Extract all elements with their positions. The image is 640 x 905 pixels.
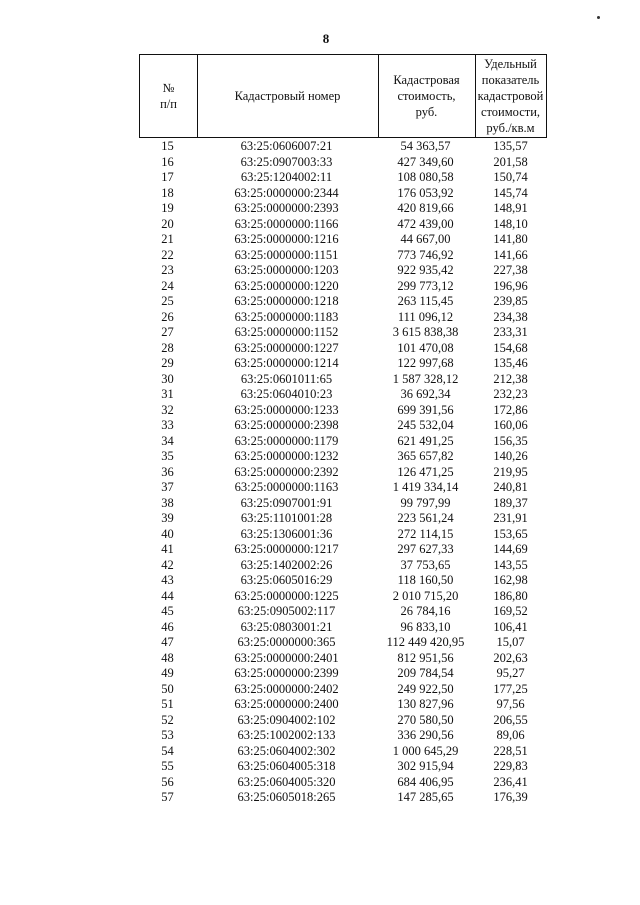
specific-indicator-cell: 148,91: [493, 201, 528, 215]
specific-indicator-cell: 212,38: [493, 371, 528, 386]
row-number-cell: 19: [161, 201, 174, 215]
row-number-cell: 47: [161, 635, 174, 649]
cadastral-value-cell: 118 160,50: [397, 573, 454, 587]
cadastral-value-cell: 176 053,92: [397, 185, 454, 200]
table-row: [139, 759, 547, 775]
table-row: [139, 310, 547, 326]
cadastral-value-cell: 270 580,50: [397, 712, 454, 727]
row-number-cell: 18: [161, 185, 174, 200]
row-number-cell: 49: [161, 666, 174, 680]
table-row: [139, 480, 547, 496]
table-row: [139, 341, 547, 357]
cadastral-number-cell: 63:25:0904002:102: [237, 712, 336, 727]
specific-indicator-cell: 240,81: [493, 480, 528, 494]
table-row: [139, 139, 547, 155]
row-number-cell: 42: [161, 557, 174, 572]
cadastral-value-cell: 302 915,94: [397, 759, 454, 773]
table-row: [139, 790, 547, 806]
table-row: [139, 635, 547, 651]
row-number-cell: 35: [161, 449, 174, 463]
specific-indicator-cell: 135,46: [493, 356, 528, 370]
specific-indicator-cell: 189,37: [493, 495, 528, 510]
cadastral-number-cell: 63:25:0604005:318: [237, 759, 336, 773]
table-row: [139, 155, 547, 171]
cadastral-value-cell: 684 406,95: [397, 774, 454, 789]
row-number-cell: 29: [161, 356, 174, 370]
row-number-cell: 24: [161, 278, 174, 293]
cadastral-number-cell: 63:25:1306001:36: [240, 526, 333, 541]
specific-indicator-cell: 177,25: [493, 681, 528, 696]
specific-indicator-cell: 206,55: [493, 712, 528, 727]
cadastral-value-cell: 336 290,56: [397, 728, 454, 742]
row-number-cell: 34: [161, 433, 174, 448]
row-number-cell: 30: [161, 371, 174, 386]
specific-indicator-cell: 239,85: [493, 294, 528, 308]
table-row: [139, 558, 547, 574]
specific-indicator-cell: 150,74: [493, 170, 528, 184]
specific-indicator-cell: 232,23: [493, 387, 528, 401]
table-row: [139, 294, 547, 310]
cadastral-value-cell: 126 471,25: [397, 464, 454, 479]
cadastral-number-cell: 63:25:0000000:2400: [234, 697, 339, 711]
row-number-cell: 26: [161, 309, 174, 324]
cadastral-value-cell: 272 114,15: [397, 526, 454, 541]
cadastral-value-cell: 699 391,56: [397, 402, 454, 417]
cadastral-value-cell: 209 784,54: [397, 666, 454, 680]
cadastral-number-cell: 63:25:0604002:302: [237, 743, 336, 758]
cadastral-value-cell: 773 746,92: [397, 247, 454, 262]
table-row: [139, 449, 547, 465]
specific-indicator-cell: 141,80: [493, 232, 528, 246]
specific-indicator-cell: 162,98: [493, 573, 528, 587]
table-header: [139, 54, 547, 138]
specific-indicator-cell: 153,65: [493, 526, 528, 541]
cadastral-value-cell: 263 115,45: [397, 294, 454, 308]
specific-indicator-cell: 144,69: [493, 542, 528, 556]
cadastral-number-cell: 63:25:0905002:117: [237, 604, 336, 618]
cadastral-number-cell: 63:25:0000000:1220: [234, 278, 339, 293]
table-row: [139, 356, 547, 372]
cadastral-number-cell: 63:25:0907003:33: [240, 154, 333, 169]
row-number-cell: 45: [161, 604, 174, 618]
cadastral-value-cell: 2 010 715,20: [392, 588, 459, 603]
cadastral-value-cell: 365 657,82: [397, 449, 454, 463]
cadastral-number-cell: 63:25:0000000:1152: [234, 325, 339, 339]
cadastral-number-cell: 63:25:0000000:1218: [234, 294, 339, 308]
table-row: [139, 325, 547, 341]
cadastral-number-cell: 63:25:1402002:26: [240, 557, 333, 572]
row-number-cell: 43: [161, 573, 174, 587]
cadastral-number-cell: 63:25:0000000:1216: [234, 232, 339, 246]
specific-indicator-cell: 219,95: [493, 464, 528, 479]
cadastral-number-cell: 63:25:0000000:1163: [234, 480, 339, 494]
table-row: [139, 728, 547, 744]
specific-indicator-cell: 201,58: [493, 154, 528, 169]
cadastral-number-cell: 63:25:0000000:1166: [234, 216, 339, 231]
table-row: [139, 465, 547, 481]
cadastral-number-cell: 63:25:0000000:2399: [234, 666, 339, 680]
specific-indicator-cell: 143,55: [493, 557, 528, 572]
specific-indicator-cell: 176,39: [493, 790, 528, 804]
table-row: [139, 542, 547, 558]
cadastral-number-cell: 63:25:0000000:1179: [234, 433, 339, 448]
cadastral-value-cell: 812 951,56: [397, 650, 454, 665]
row-number-cell: 33: [161, 418, 174, 432]
scan-speck: [597, 16, 600, 19]
cadastral-number-cell: 63:25:0606007:21: [240, 139, 333, 153]
cadastral-number-cell: 63:25:0000000:2392: [234, 464, 339, 479]
cadastral-value-cell: 108 080,58: [397, 170, 454, 184]
specific-indicator-cell: 97,56: [496, 697, 525, 711]
cadastral-value-cell: 111 096,12: [397, 309, 454, 324]
table-row: [139, 387, 547, 403]
cadastral-number-cell: 63:25:1002002:133: [237, 728, 336, 742]
cadastral-number-cell: 63:25:0000000:1214: [234, 356, 339, 370]
specific-indicator-cell: 154,68: [493, 340, 528, 355]
row-number-cell: 38: [161, 495, 174, 510]
cadastral-value-cell: 223 561,24: [397, 511, 454, 525]
cadastral-number-cell: 63:25:0604005:320: [237, 774, 336, 789]
row-number-cell: 15: [161, 139, 174, 153]
table-row: [139, 232, 547, 248]
cadastral-value-cell: 245 532,04: [397, 418, 454, 432]
cadastral-value-cell: 112 449 420,95: [386, 635, 465, 649]
specific-indicator-cell: 145,74: [493, 185, 528, 200]
header-row-number: № п/п: [160, 81, 177, 111]
specific-indicator-cell: 141,66: [493, 247, 528, 262]
cadastral-number-cell: 63:25:0000000:1232: [234, 449, 339, 463]
row-number-cell: 56: [161, 774, 174, 789]
specific-indicator-cell: 15,07: [496, 635, 525, 649]
table-row: [139, 573, 547, 589]
cadastral-number-cell: 63:25:0000000:1217: [234, 542, 339, 556]
cadastral-value-cell: 621 491,25: [397, 433, 454, 448]
cadastral-number-cell: 63:25:0907001:91: [240, 495, 333, 510]
cadastral-value-cell: 1 000 645,29: [392, 743, 459, 758]
table-row: [139, 697, 547, 713]
cadastral-value-cell: 3 615 838,38: [392, 325, 459, 339]
specific-indicator-cell: 233,31: [493, 325, 528, 339]
row-number-cell: 52: [161, 712, 174, 727]
header-specific-indicator: Удельный показатель кадастровой стоимости, руб./кв.м: [477, 57, 544, 135]
cadastral-value-cell: 101 470,08: [397, 340, 454, 355]
table-row: [139, 496, 547, 512]
table-row: [139, 217, 547, 233]
cadastral-number-cell: 63:25:0000000:1233: [234, 402, 339, 417]
cadastral-value-cell: 122 997,68: [397, 356, 454, 370]
cadastral-number-cell: 63:25:0000000:2344: [234, 185, 339, 200]
specific-indicator-cell: 234,38: [493, 309, 528, 324]
table-row: [139, 434, 547, 450]
row-number-cell: 44: [161, 588, 174, 603]
specific-indicator-cell: 186,80: [493, 588, 528, 603]
specific-indicator-cell: 236,41: [493, 774, 528, 789]
cadastral-value-cell: 54 363,57: [400, 139, 451, 153]
cadastral-value-cell: 147 285,65: [397, 790, 454, 804]
table-row: [139, 201, 547, 217]
cadastral-value-cell: 427 349,60: [397, 154, 454, 169]
specific-indicator-cell: 196,96: [493, 278, 528, 293]
row-number-cell: 51: [161, 697, 174, 711]
row-number-cell: 16: [161, 154, 174, 169]
cadastral-number-cell: 63:25:0605018:265: [237, 790, 336, 804]
cadastral-value-cell: 44 667,00: [400, 232, 451, 246]
table-row: [139, 403, 547, 419]
cadastral-number-cell: 63:25:0000000:1203: [234, 263, 339, 277]
row-number-cell: 17: [161, 170, 174, 184]
cadastral-value-cell: 299 773,12: [397, 278, 454, 293]
cadastral-number-cell: 63:25:0605016:29: [240, 573, 333, 587]
cadastral-number-cell: 63:25:0000000:1151: [234, 247, 339, 262]
cadastral-number-cell: 63:25:1204002:11: [240, 170, 333, 184]
row-number-cell: 36: [161, 464, 174, 479]
cadastral-value-cell: 472 439,00: [397, 216, 454, 231]
row-number-cell: 22: [161, 247, 174, 262]
cadastral-value-cell: 1 587 328,12: [392, 371, 459, 386]
cadastral-number-cell: 63:25:0000000:365: [237, 635, 336, 649]
table-row: [139, 279, 547, 295]
specific-indicator-cell: 172,86: [493, 402, 528, 417]
table-row: [139, 744, 547, 760]
row-number-cell: 28: [161, 340, 174, 355]
cadastral-value-cell: 922 935,42: [397, 263, 454, 277]
table-row: [139, 713, 547, 729]
specific-indicator-cell: 89,06: [496, 728, 525, 742]
cadastral-value-cell: 26 784,16: [400, 604, 451, 618]
header-cadastral-value: Кадастровая стоимость, руб.: [393, 73, 460, 119]
cadastral-number-cell: 63:25:0803001:21: [240, 619, 333, 634]
specific-indicator-cell: 229,83: [493, 759, 528, 773]
row-number-cell: 57: [161, 790, 174, 804]
specific-indicator-cell: 169,52: [493, 604, 528, 618]
cadastral-value-cell: 249 922,50: [397, 681, 454, 696]
cadastral-value-cell: 420 819,66: [397, 201, 454, 215]
table-row: [139, 651, 547, 667]
cadastral-value-cell: 37 753,65: [400, 557, 451, 572]
cadastral-number-cell: 63:25:0000000:1183: [234, 309, 339, 324]
specific-indicator-cell: 231,91: [493, 511, 528, 525]
table-row: [139, 620, 547, 636]
cadastral-number-cell: 63:25:1101001:28: [240, 511, 333, 525]
row-number-cell: 46: [161, 619, 174, 634]
table-row: [139, 263, 547, 279]
cadastral-number-cell: 63:25:0000000:1225: [234, 588, 339, 603]
specific-indicator-cell: 140,26: [493, 449, 528, 463]
row-number-cell: 25: [161, 294, 174, 308]
row-number-cell: 23: [161, 263, 174, 277]
specific-indicator-cell: 106,41: [493, 619, 528, 634]
cadastral-number-cell: 63:25:0000000:2393: [234, 201, 339, 215]
specific-indicator-cell: 148,10: [493, 216, 528, 231]
row-number-cell: 27: [161, 325, 174, 339]
header-cadastral-number: Кадастровый номер: [234, 89, 341, 103]
specific-indicator-cell: 228,51: [493, 743, 528, 758]
specific-indicator-cell: 156,35: [493, 433, 528, 448]
table-row: [139, 604, 547, 620]
table-row: [139, 418, 547, 434]
table-row: [139, 775, 547, 791]
cadastral-number-cell: 63:25:0000000:2401: [234, 650, 339, 665]
table-row: [139, 186, 547, 202]
cadastral-value-cell: 297 627,33: [397, 542, 454, 556]
cadastral-number-cell: 63:25:0000000:2402: [234, 681, 339, 696]
cadastral-number-cell: 63:25:0601011:65: [240, 371, 333, 386]
row-number-cell: 40: [161, 526, 174, 541]
page-number: 8: [322, 31, 330, 46]
cadastral-value-cell: 99 797,99: [400, 495, 451, 510]
cadastral-value-cell: 36 692,34: [400, 387, 451, 401]
row-number-cell: 53: [161, 728, 174, 742]
row-number-cell: 41: [161, 542, 174, 556]
row-number-cell: 48: [161, 650, 174, 665]
table-row: [139, 248, 547, 264]
cadastral-value-cell: 96 833,10: [400, 619, 451, 634]
table-row: [139, 170, 547, 186]
row-number-cell: 37: [161, 480, 174, 494]
table-row: [139, 527, 547, 543]
cadastral-number-cell: 63:25:0604010:23: [240, 387, 333, 401]
specific-indicator-cell: 135,57: [493, 139, 528, 153]
cadastral-number-cell: 63:25:0000000:2398: [234, 418, 339, 432]
row-number-cell: 21: [161, 232, 174, 246]
cadastral-value-cell: 130 827,96: [397, 697, 454, 711]
row-number-cell: 39: [161, 511, 174, 525]
row-number-cell: 20: [161, 216, 174, 231]
specific-indicator-cell: 202,63: [493, 650, 528, 665]
row-number-cell: 32: [161, 402, 174, 417]
cadastral-value-cell: 1 419 334,14: [392, 480, 459, 494]
cadastral-number-cell: 63:25:0000000:1227: [234, 340, 339, 355]
table-row: [139, 666, 547, 682]
table-row: [139, 511, 547, 527]
table-body: [139, 139, 547, 806]
specific-indicator-cell: 95,27: [496, 666, 525, 680]
specific-indicator-cell: 227,38: [493, 263, 528, 277]
row-number-cell: 54: [161, 743, 174, 758]
table-row: [139, 682, 547, 698]
table-row: [139, 589, 547, 605]
table-row: [139, 372, 547, 388]
specific-indicator-cell: 160,06: [493, 418, 528, 432]
row-number-cell: 55: [161, 759, 174, 773]
row-number-cell: 31: [161, 387, 174, 401]
row-number-cell: 50: [161, 681, 174, 696]
